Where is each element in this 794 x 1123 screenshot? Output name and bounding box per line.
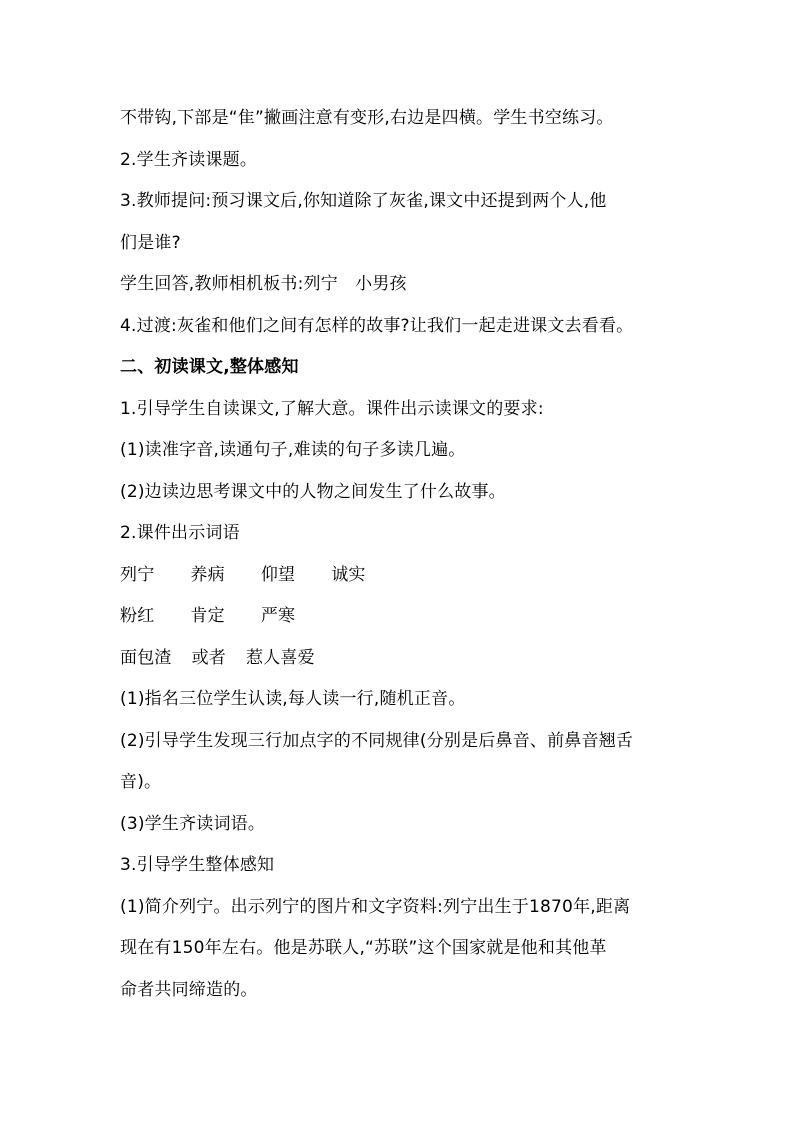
paragraph-line: 1.引导学生自读课文,了解大意。课件出示读课文的要求: [120,398,544,419]
section-heading: 二、初读课文,整体感知 [120,357,299,377]
vocabulary-word: 养病 [190,564,225,585]
vocabulary-word: 面包渣 [120,647,172,668]
paragraph-line: (1)简介列宁。出示列宁的图片和文字资料:列宁出生于1870年,距离 [120,896,631,917]
paragraph-line: 2.课件出示词语 [120,523,240,543]
paragraph-line: (2)边读边思考课文中的人物之间发生了什么故事。 [120,481,506,502]
vocabulary-word: 诚实 [331,564,366,585]
paragraph-line: 3.教师提问:预习课文后,你知道除了灰雀,课文中还提到两个人,他 [120,191,607,211]
vocabulary-row [120,638,680,680]
paragraph-line: 2.学生齐读课题。 [120,149,258,170]
vocabulary-word: 或者 [191,647,227,668]
lesson-plan-body [120,98,680,1011]
paragraph-line: (1)读准字音,读通句子,难读的句子多读几遍。 [120,440,466,460]
paragraph-line: 命者共同缔造的。 [120,979,258,1000]
paragraph-line: 3.引导学生整体感知 [120,855,275,875]
vocabulary-word: 列宁 [120,564,155,585]
vocabulary-word: 肯定 [190,606,225,626]
paragraph-line: (1)指名三位学生认读,每人读一行,随机正音。 [120,689,466,709]
paragraph-line: 学生回答,教师相机板书:列宁 小男孩 [120,274,407,294]
vocabulary-word: 严寒 [260,606,296,626]
paragraph-line: (3)学生齐读词语。 [120,813,266,834]
paragraph-line: 音)。 [120,772,162,792]
vocabulary-row [120,555,680,597]
vocabulary-word: 仰望 [260,564,296,585]
vocabulary-row [120,596,680,638]
paragraph-line: 们是谁? [120,232,181,253]
paragraph-line: 现在有150年左右。他是苏联人,“苏联”这个国家就是他和其他革 [120,938,607,958]
paragraph-line: 不带钩,下部是“隹”撇画注意有变形,右边是四横。学生书空练习。 [120,108,614,128]
paragraph-line: (2)引导学生发现三行加点字的不同规律(分别是后鼻音、前鼻音翘舌 [120,730,634,751]
vocabulary-word: 惹人喜爱 [246,647,315,668]
paragraph-line: 4.过渡:灰雀和他们之间有怎样的故事?让我们一起走进课文去看看。 [120,315,634,336]
vocabulary-word: 粉红 [120,606,155,626]
